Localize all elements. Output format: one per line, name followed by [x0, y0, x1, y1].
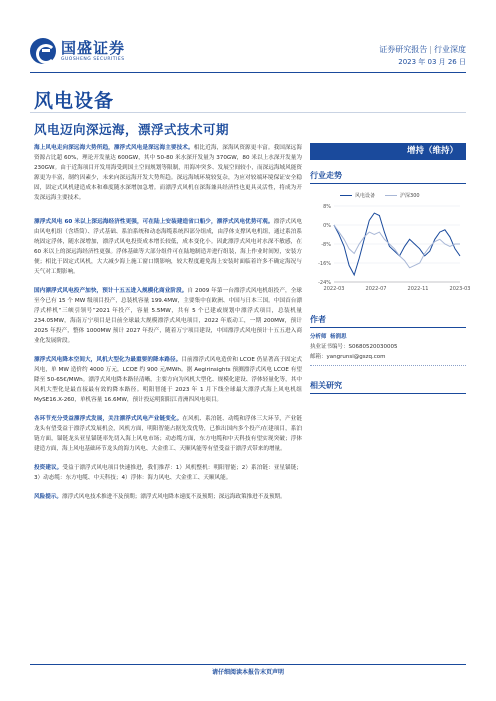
x-tick-label: 2022-07	[365, 286, 387, 292]
trend-chart	[310, 190, 471, 300]
rating-badge: 增持（维持）	[310, 143, 466, 160]
paragraph-text: 目前漂浮式风电造价和 LCOE 仍显著高于固定式风电，单 MW 造价约 4000 万元，LCOE 约 900 元/MWh。据 Aegirinsights 预测漂浮式风电 LCOE 有望降至 50-65€/MWh。漂浮式风电降本路径清晰，主要方向为风机大型化、规模化建设、浮体轻量化等，其中风机大型化是最直接最有效的降本路径。明阳智能于 2023 年 1 月下线全球最大漂浮式海上风电机组 MySE16.X-260，单机容量 16.6MW，预计投运明阳阳江青洲四风电项目。	[34, 357, 302, 403]
paragraph-lead: 各环节充分受益漂浮式发展，关注漂浮式风电产业链变化。	[34, 416, 183, 422]
analyst-label: 分析师	[310, 334, 327, 340]
legend-label: 风电设备	[355, 193, 376, 199]
summary-paragraph	[34, 286, 302, 346]
summary-paragraph	[34, 414, 302, 454]
x-tick-label: 2022-11	[407, 286, 429, 292]
summary-paragraph	[34, 463, 302, 483]
y-tick-label: 0%	[323, 222, 331, 229]
paragraph-lead: 漂浮式风电 60 米以上深远海经济性更强，可在陆上安装建造省口船少，漂浮式风电优势可观。	[34, 219, 274, 225]
paragraph-lead: 投资建议。	[34, 465, 63, 471]
author-heading: 作者	[310, 314, 466, 328]
x-tick-label: 2022-03	[323, 286, 345, 292]
page-subtitle: 风电迈向深远海，漂浮式技术可期	[34, 122, 230, 137]
summary-paragraph	[34, 143, 302, 203]
paragraph-text: 漂浮式风电技术推进不及预期；漂浮式风电降本速度不及预期；深远海政策推进不及预期。	[61, 494, 286, 500]
trend-chart-svg	[310, 190, 471, 300]
y-tick-label: -16%	[318, 260, 331, 267]
summary-column	[34, 143, 302, 511]
legend-label: 沪深300	[400, 193, 420, 199]
report-category: 行业深度	[434, 45, 466, 54]
brand-name-cn: 国盛证券	[61, 39, 126, 57]
analyst-email[interactable]: yangrunsi@gszq.com	[326, 354, 386, 360]
sidebar	[310, 143, 471, 394]
header-divider	[30, 72, 466, 73]
summary-paragraph	[34, 217, 302, 277]
y-tick-label: -24%	[318, 279, 331, 286]
trend-heading: 行业走势	[310, 170, 466, 184]
analyst-email-line	[310, 352, 466, 362]
footer-divider	[30, 664, 466, 665]
paragraph-text: 漂浮式风电由风电机组（含塔筒）、浮式基础、系泊系统和动态海缆系统四部分组成，由浮体支撑风电机组，通过系泊系统固定浮体，随水深增加，漂浮式风电投资成本增长较低，成本变化小。因此漂浮式风电对水深不敏感，在 60 米以上的深远海经济性更强。浮体基础等大部分组件可在陆地制造并进行组装，海上作业时间短，安装方便；相比于固定式风机，大大减少海上施工窗口期影响，较大程度避免海上安装时面临着许多不确定海况与天气对工期影响。	[34, 219, 302, 275]
x-tick-label: 2023-03	[449, 286, 471, 292]
summary-paragraph	[34, 492, 302, 502]
brand-logo	[30, 38, 125, 64]
brand-name-en: GUOSHENG SECURITIES	[61, 57, 125, 62]
y-tick-label: -8%	[321, 241, 331, 248]
paragraph-lead: 漂浮式风电降本空间大，风机大型化为最重要的降本路径。	[34, 357, 182, 363]
analyst-line	[310, 332, 466, 342]
analyst-name: 杨润思	[330, 334, 347, 340]
report-date: 2023 年 03 月 26 日	[398, 58, 466, 66]
footer-disclaimer: 请仔细阅读本报告末页声明	[211, 669, 284, 676]
paragraph-text: 相比近海，深海风资源更丰富。我国深远海资源占比超 60%，理论开发量达 600GW，其中 50-80 米水深开发量为 370GW，80 米以上水深开发量为 230GW。由于近海项目开发用海受到国土空间规划等限制，用海冲突多、发展空间较小，而深远海域风能资源更为丰富，制约因素少，未来向深远海开发大势所趋。深远海域环境较复杂，为应对较端环境保证安全稳固，固定式风机建造成本和难度随水深增加急增。而漂浮式风机在深海兼具经济性也更具灵活性，将成为开发深远海主要技术。	[34, 145, 302, 201]
author-divider	[310, 365, 466, 366]
meta-separator: |	[429, 45, 432, 54]
paragraph-lead: 国内漂浮式风电投产加快，预计十五五进入规模化商业阶段。	[34, 288, 188, 294]
brand-logo-icon	[30, 38, 56, 64]
analyst-cert: 执业证书编号：S0680520030005	[310, 344, 398, 350]
report-meta	[379, 44, 466, 68]
title-divider	[30, 112, 466, 113]
email-label: 邮箱：	[310, 354, 327, 360]
y-tick-label: 8%	[323, 203, 331, 210]
page-title: 风电设备	[34, 90, 115, 112]
paragraph-text: 受益于漂浮式风电项目快速推进，我们推荐：1）风机整机：明阳智能；2）系泊链：亚星锚链；3）动态缆：东方电缆、中天科技；4）浮体：海力风电、大金重工、天顺风能。	[34, 465, 302, 481]
paragraph-text: 在风机、系泊链、动缆和浮体三大环节，产业链龙头有望受益于漂浮式发展机会，风机方面，明阳智能占据先发优势，已推出国内多个投产/在建项目，系泊链方面，锚链龙头亚星锚链率先切入海上风电市场；动态缆方面，东方电缆和中天科技有望实现突破；浮体建造方面，海上风电基础环节龙头的海力风电、大金重工、天顺风能等有望受益于漂浮式带来的增量。	[34, 416, 302, 452]
summary-paragraph	[34, 355, 302, 405]
paragraph-lead: 海上风电走向深远海大势所趋，漂浮式风电是深远海主要技术。	[34, 145, 194, 151]
report-header	[30, 38, 466, 72]
related-research-heading: 相关研究	[310, 380, 466, 394]
paragraph-lead: 风险提示。	[34, 494, 62, 500]
report-type: 证券研究报告	[379, 45, 428, 54]
paragraph-text: 自 2009 年第一台漂浮式风电机组投产，全球至今已有 15 个 MW 级项目投产，总装机容量 199.4MW，主要集中在欧洲、中国与日本三国。中国首台漂浮式样机“三峡引领号”2021 年投产，容量 5.5MW，共有 5 个已建或规划中漂浮式项目，总装机量 234.05MW，海南万宁项目是目前全球最大规模漂浮式风电项目，2022 年底动工，一期 200MW，预计 2025 年投产，整体 1000MW 预计 2027 年投产，随着万宁项目建设，中国漂浮式风电预计十五五进入商业化发展阶段。	[34, 288, 302, 344]
